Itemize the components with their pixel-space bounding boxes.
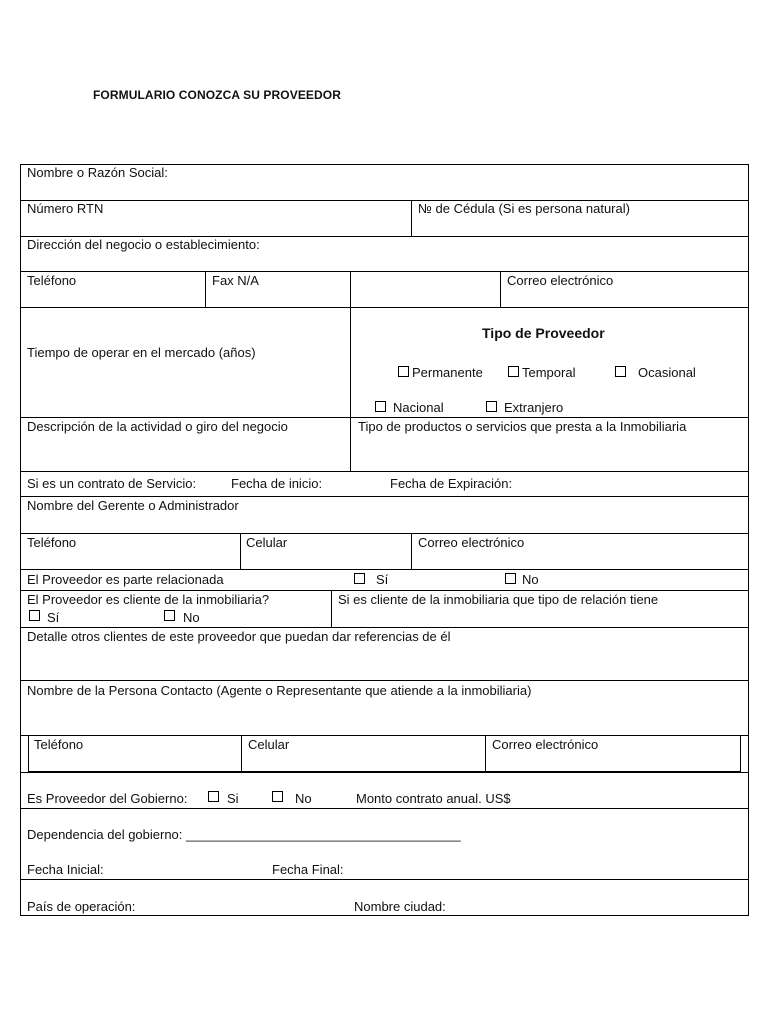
row-divider: [20, 569, 749, 570]
label-ocasional: Ocasional: [638, 365, 696, 380]
label-tipo-relacion: Si es cliente de la inmobiliaria que tipo de relación tiene: [338, 592, 659, 607]
row-divider: [20, 271, 749, 272]
label-extranjero: Extranjero: [504, 400, 564, 415]
row-divider: [20, 772, 749, 773]
label-telefono-contacto: Teléfono: [34, 737, 84, 752]
label-cedula: № de Cédula (Si es persona natural): [418, 201, 630, 216]
label-rtn: Número RTN: [27, 201, 104, 216]
label-correo: Correo electrónico: [507, 273, 614, 288]
col-divider: [241, 735, 242, 772]
label-celular-gerente: Celular: [246, 535, 288, 550]
checkbox-temporal[interactable]: [508, 366, 519, 377]
row-divider: [20, 680, 749, 681]
label-proveedor-gobierno: Es Proveedor del Gobierno:: [27, 791, 188, 806]
label-contrato-servicio: Si es un contrato de Servicio:: [27, 476, 197, 491]
checkbox-gobierno-no[interactable]: [272, 791, 283, 802]
label-tiempo-operar: Tiempo de operar en el mercado (años): [27, 345, 256, 360]
page-title: FORMULARIO CONOZCA SU PROVEEDOR: [93, 88, 341, 102]
row-divider: [20, 808, 749, 809]
label-correo-gerente: Correo electrónico: [418, 535, 525, 550]
label-gobierno-no: No: [295, 791, 312, 806]
label-otros-clientes: Detalle otros clientes de este proveedor que puedan dar referencias de él: [27, 629, 451, 644]
checkbox-relacionada-si[interactable]: [354, 573, 365, 584]
label-pais-operacion: País de operación:: [27, 899, 136, 914]
label-razon-social: Nombre o Razón Social:: [27, 165, 168, 180]
checkbox-permanente[interactable]: [398, 366, 409, 377]
checkbox-cliente-si[interactable]: [29, 610, 40, 621]
label-relacionada-no: No: [522, 572, 539, 587]
label-correo-contacto: Correo electrónico: [492, 737, 599, 752]
form-border-bottom: [20, 915, 749, 916]
tipo-proveedor-heading: Tipo de Proveedor: [482, 325, 605, 341]
label-direccion: Dirección del negocio o establecimiento:: [27, 237, 260, 252]
label-descripcion-actividad: Descripción de la actividad o giro del negocio: [27, 419, 288, 434]
row-divider: [20, 496, 749, 497]
label-dependencia: Dependencia del gobierno: ______________________________________: [27, 827, 461, 842]
checkbox-relacionada-no[interactable]: [505, 573, 516, 584]
row-divider: [20, 590, 749, 591]
checkbox-gobierno-si[interactable]: [208, 791, 219, 802]
label-parte-relacionada: El Proveedor es parte relacionada: [27, 572, 224, 587]
label-cliente-inmobiliaria: El Proveedor es cliente de la inmobiliaria?: [27, 592, 270, 607]
col-divider: [350, 271, 351, 471]
label-telefono-gerente: Teléfono: [27, 535, 77, 550]
label-persona-contacto: Nombre de la Persona Contacto (Agente o Representante que atiende a la inmobiliaria): [27, 683, 532, 698]
label-tipo-productos: Tipo de productos o servicios que presta a la Inmobiliaria: [358, 419, 687, 434]
label-temporal: Temporal: [522, 365, 576, 380]
label-permanente: Permanente: [412, 365, 483, 380]
label-nacional: Nacional: [393, 400, 444, 415]
label-fax: Fax N/A: [212, 273, 259, 288]
label-monto-contrato: Monto contrato anual. US$: [356, 791, 511, 806]
label-cliente-si: Sí: [47, 610, 60, 625]
col-divider: [740, 735, 741, 772]
col-divider: [205, 271, 206, 307]
checkbox-ocasional[interactable]: [615, 366, 626, 377]
checkbox-extranjero[interactable]: [486, 401, 497, 412]
row-divider: [20, 417, 749, 418]
label-fecha-inicio: Fecha de inicio:: [231, 476, 323, 491]
label-nombre-ciudad: Nombre ciudad:: [354, 899, 446, 914]
col-divider: [485, 735, 486, 772]
label-gobierno-si: Si: [227, 791, 239, 806]
col-divider: [500, 271, 501, 307]
row-divider: [20, 735, 749, 736]
col-divider: [331, 590, 332, 627]
form-border-right: [748, 164, 749, 915]
label-telefono: Teléfono: [27, 273, 77, 288]
row-divider: [20, 471, 749, 472]
row-divider: [20, 627, 749, 628]
checkbox-cliente-no[interactable]: [164, 610, 175, 621]
checkbox-nacional[interactable]: [375, 401, 386, 412]
col-divider: [28, 735, 29, 772]
label-cliente-no: No: [183, 610, 200, 625]
row-divider: [20, 533, 749, 534]
label-fecha-expiracion: Fecha de Expiración:: [390, 476, 513, 491]
label-relacionada-si: Sí: [376, 572, 389, 587]
label-fecha-inicial: Fecha Inicial:: [27, 862, 104, 877]
col-divider: [411, 200, 412, 236]
col-divider: [411, 533, 412, 569]
row-divider: [20, 879, 749, 880]
row-divider: [20, 200, 749, 201]
label-fecha-final: Fecha Final:: [272, 862, 344, 877]
row-divider: [20, 307, 749, 308]
form-border-left: [20, 164, 21, 915]
label-gerente: Nombre del Gerente o Administrador: [27, 498, 239, 513]
col-divider: [240, 533, 241, 569]
label-celular-contacto: Celular: [248, 737, 290, 752]
